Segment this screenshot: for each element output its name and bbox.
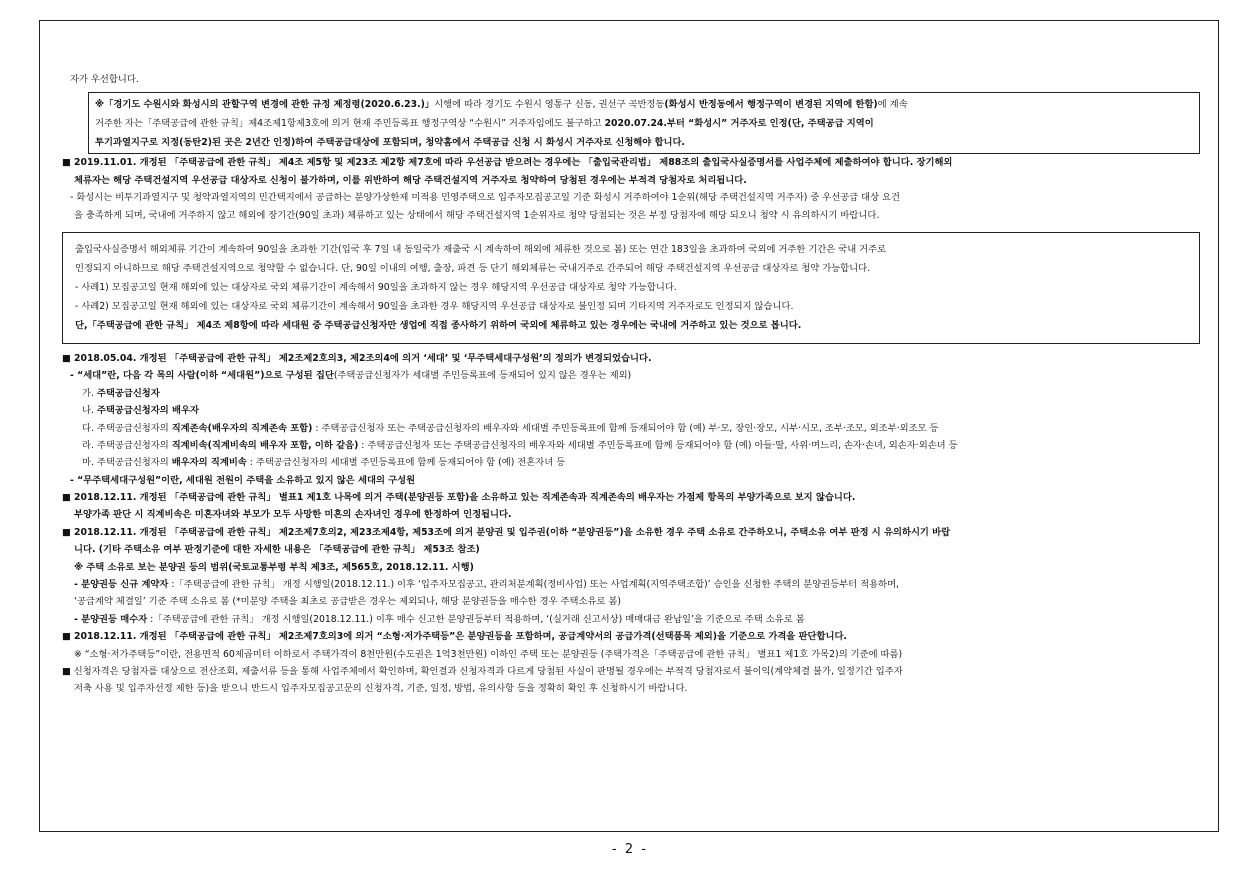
text-line: 출입국사실증명서 해외체류 기간이 계속하여 90일을 초과한 기간(입국 후 7일 내 동일국가 재출국 시 계속하여 해외에 체류한 것으로 봄) 또는 연간 183일을 초과하여 국외에 거주한 기간은 국내 거주로 xyxy=(75,243,887,255)
text-line: - 화성시는 비투기과열지구 및 청약과열지역의 민간택지에서 공급하는 분양가상한제 미적용 민영주택으로 입주자모집공고일 기준 화성시 거주하여야 1순위(해당 주택건설지역 거주자) 중 우선공급 대상 요건 xyxy=(70,192,901,204)
text-line: 가. 주택공급신청자 xyxy=(82,387,160,399)
text-line: ※ 주택 소유로 보는 분양권 등의 범위(국토교통부령 부칙 제3조, 제565호, 2018.12.11. 시행) xyxy=(74,561,474,573)
text-line: 자가 우선합니다. xyxy=(70,74,139,85)
text-line: - 분양권등 신규 계약자 :「주택공급에 관한 규칙」 개정 시행일(2018.12.11.) 이후 ‘입주자모집공고, 관리처분계획(정비사업) 또는 사업계획(지역주택조합)’ 승인을 신청한 주택의 분양권등부터 적용하며, xyxy=(74,579,900,591)
text-line: 인정되지 아니하므로 해당 주택건설지역으로 청약할 수 없습니다. 단, 90일 이내의 여행, 출장, 파견 등 단기 해외체류는 국내거주로 간주되어 해당 주택건설지역 우선공급 대상자로 청약 가능합니다. xyxy=(75,262,871,274)
text-line: - 사례1) 모집공고일 현재 해외에 있는 대상자로 국외 체류기간이 계속해서 90일을 초과하지 않는 경우 해당지역 우선공급 대상자로 청약 가능합니다. xyxy=(75,281,677,293)
text-line: 마. 주택공급신청자의 배우자의 직계비속 : 주택공급신청자의 세대별 주민등록표에 함께 등재되어야 함 (예) 전혼자녀 등 xyxy=(82,457,566,469)
text-line: 다. 주택공급신청자의 직계존속(배우자의 직계존속 포함) : 주택공급신청자 또는 주택공급신청자의 배우자와 세대별 주민등록표에 함께 등재되어야 함 (예) 부·모, 장인·장모, 시부·시모, 조부·조모, 외조부·외조모 등 xyxy=(82,422,939,434)
document-body xyxy=(62,71,1200,698)
text-line: - 분양권등 매수자 :「주택공급에 관한 규칙」 개정 시행일(2018.12.11.) 이후 매수 신고한 분양권등부터 적용하며, ‘(실거래 신고서상) 매매대금 완납일’을 기준으로 주택 소유로 봄 xyxy=(74,613,805,625)
text-line: 투기과열지구로 지정(동탄2)된 곳은 2년간 인정)하여 주택공급대상에 포함되며, 청약홈에서 주택공급 신청 시 화성시 거주자로 신청해야 합니다. xyxy=(95,137,685,149)
text-line: - 사례2) 모집공고일 현재 해외에 있는 대상자로 국외 체류기간이 계속해서 90일을 초과한 경우 해당지역 우선공급 대상자로 불인정 되며 기타지역 거주자로도 인정되지 않습니다. xyxy=(75,300,794,312)
text-line: ■ 신청자격은 당첨자를 대상으로 전산조회, 제출서류 등을 통해 사업주체에서 확인하며, 확인결과 신청자격과 다르게 당첨된 사실이 판명될 경우에는 부적격 당첨자로서 불이익(계약체결 불가, 일정기간 입주자 xyxy=(62,665,903,677)
text-line: 단,「주택공급에 관한 규칙」 제4조 제8항에 따라 세대원 중 주택공급신청자만 생업에 직접 종사하기 위하여 국외에 체류하고 있는 경우에는 국내에 거주하고 있는 것으로 봅니다. xyxy=(75,319,802,331)
text-line: 니다. (기타 주택소유 여부 판정기준에 대한 자세한 내용은 「주택공급에 관한 규칙」 제53조 참조) xyxy=(74,544,480,556)
text-line: 부양가족 판단 시 직계비속은 미혼자녀와 부모가 모두 사망한 미혼의 손자녀인 경우에 한정하여 인정됩니다. xyxy=(74,509,512,521)
text-line: - “세대”란, 다음 각 목의 사람(이하 “세대원”)으로 구성된 집단(주택공급신청자가 세대별 주민등록표에 등재되어 있지 않은 경우는 제외) xyxy=(70,370,632,382)
text-line: ‘공급계약 체결일’ 기준 주택 소유로 봄 (*미분양 주택을 최초로 공급받은 경우는 제외되나, 해당 분양권등을 매수한 경우 주택소유로 봄) xyxy=(74,596,621,608)
text-line: 거주한 자는「주택공급에 관한 규칙」제4조제1항제3호에 의거 현재 주민등록표 행정구역상 “수원시” 거주자임에도 불구하고 2020.07.24.부터 “화성시” 거주자로 인정(단, 주택공급 지역이 xyxy=(95,118,874,130)
text-line: ■ 2019.11.01. 개정된 「주택공급에 관한 규칙」 제4조 제5항 및 제23조 제2항 제7호에 따라 우선공급 받으려는 경우에는 「출입국관리법」 제88조의 출입국사실증명서를 사업주체에 제출하여야 합니다. 장기해외 xyxy=(62,157,953,169)
text-line: ■ 2018.12.11. 개정된 「주택공급에 관한 규칙」 제2조제7호의3에 의거 “소형·저가주택등”은 분양권등을 포함하며, 공급계약서의 공급가격(선택품목 제외)을 기준으로 가격을 판단합니다. xyxy=(62,631,847,643)
text-line: 나. 주택공급신청자의 배우자 xyxy=(82,405,199,417)
text-line: 체류자는 해당 주택건설지역 우선공급 대상자로 신청이 불가하며, 이를 위반하여 해당 주택건설지역 거주자로 청약하여 당첨된 경우에는 부적격 당첨자로 처리됩니다. xyxy=(74,174,747,186)
notice-box-suwon-hwaseong xyxy=(88,92,1200,154)
text-line: 저축 사용 및 입주자선정 제한 등)을 받으니 반드시 입주자모집공고문의 신청자격, 기준, 일정, 방법, 유의사항 등을 정확히 확인 후 신청하시기 바랍니다. xyxy=(74,683,688,695)
page-frame xyxy=(39,20,1219,832)
text-line: ■ 2018.05.04. 개정된 「주택공급에 관한 규칙」 제2조제2호의3, 제2조의4에 의거 ‘세대’ 및 ‘무주택세대구성원’의 정의가 변경되었습니다. xyxy=(62,352,652,364)
text-line: 을 충족하게 되며, 국내에 거주하지 않고 해외에 장기간(90일 초과) 체류하고 있는 상태에서 해당 주택건설지역 1순위자로 청약 당첨되는 것은 부정 당첨자에 해당 되오니 청약 시 유의하시기 바랍니다. xyxy=(74,209,880,221)
text-line: ※「경기도 수원시와 화성시의 관할구역 변경에 관한 규정 제정령(2020.6.23.)」시행에 따라 경기도 수원시 영통구 신동, 권선구 곡반정동(화성시 반정동에서 행정구역이 변경된 지역에 한함)에 계속 xyxy=(95,99,908,111)
text-line: 라. 주택공급신청자의 직계비속(직계비속의 배우자 포함, 이하 같음) : 주택공급신청자 또는 주택공급신청자의 배우자와 세대별 주민등록표에 함께 등재되어야 함 (예) 아들·딸, 사위·며느리, 손자·손녀, 외손자·외손녀 등 xyxy=(82,439,958,451)
page-number: - 2 - xyxy=(612,842,648,857)
text-line: ■ 2018.12.11. 개정된 「주택공급에 관한 규칙」 별표1 제1호 나목에 의거 주택(분양권등 포함)을 소유하고 있는 직계존속과 직계존속의 배우자는 가점제 항목의 부양가족으로 보지 않습니다. xyxy=(62,492,856,504)
text-line: - “무주택세대구성원”이란, 세대원 전원이 주택을 소유하고 있지 않은 세대의 구성원 xyxy=(70,474,416,486)
text-line: ※ “소형·저가주택등”이란, 전용면적 60제곱미터 이하로서 주택가격이 8천만원(수도권은 1억3천만원) 이하인 주택 또는 분양권등 (주택가격은「주택공급에 관한 규칙」 별표1 제1호 가목2)의 기준에 따름) xyxy=(74,648,903,660)
notice-box-overseas-stay xyxy=(62,232,1200,344)
text-line: ■ 2018.12.11. 개정된 「주택공급에 관한 규칙」 제2조제7호의2, 제23조제4항, 제53조에 의거 분양권 및 입주권(이하 “분양권등”)을 소유한 경우 주택 소유로 간주하오니, 주택소유 여부 판정 시 유의하시기 바랍 xyxy=(62,526,951,538)
